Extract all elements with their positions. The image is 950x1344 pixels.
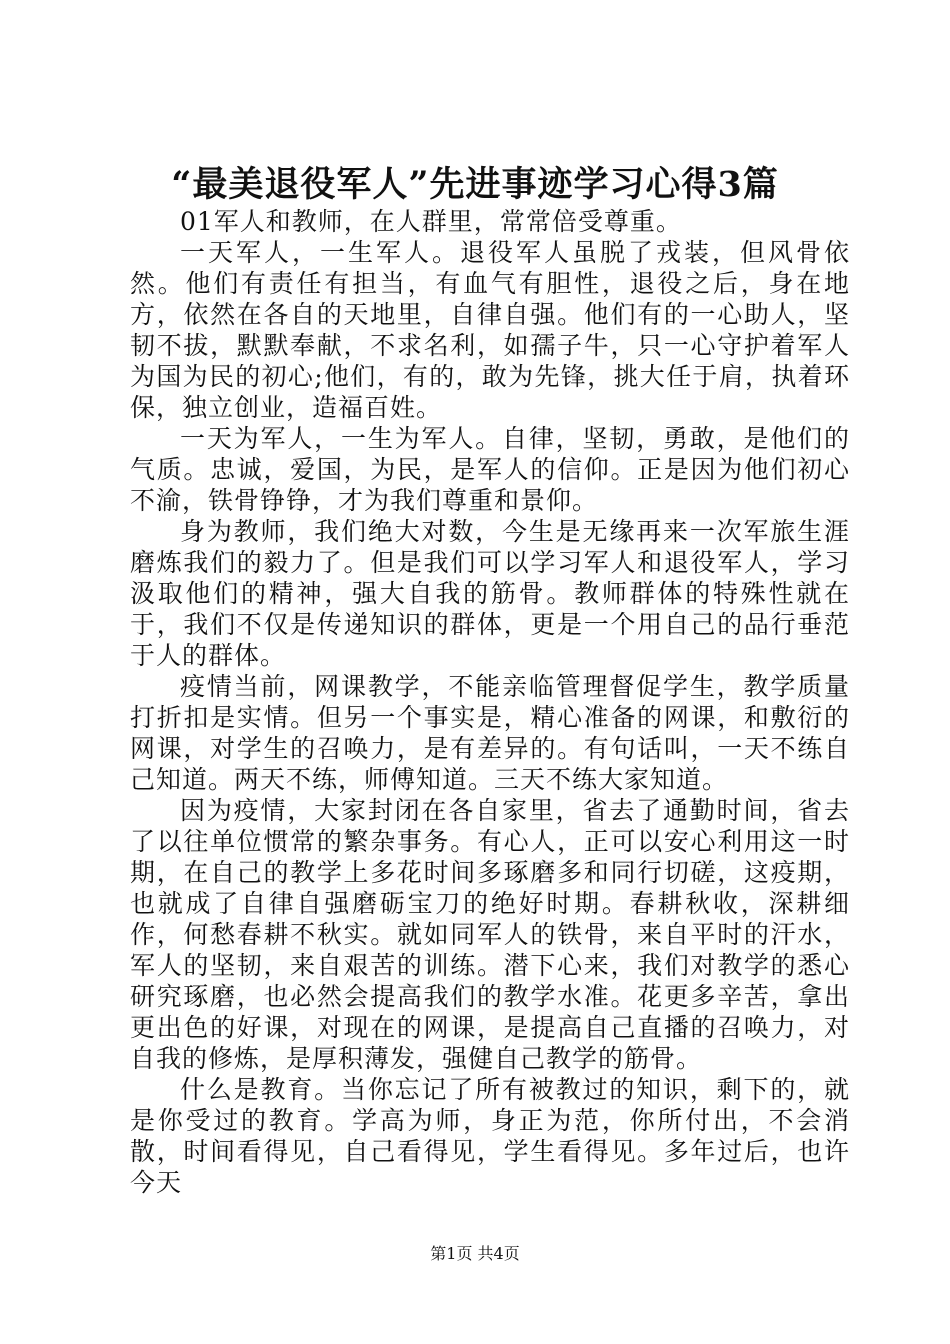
document-title: “最美退役军人”先进事迹学习心得3篇 bbox=[171, 164, 779, 205]
page-number-footer: 第1页 共4页 bbox=[430, 1244, 520, 1263]
paragraph-3: 一天为军人，一生为军人。自律，坚韧，勇敢，是他们的气质。忠诚，爱国，为民，是军人的信仰。正是因为他们初心不渝，铁骨铮铮，才为我们尊重和景仰。 bbox=[130, 424, 850, 515]
paragraph-5: 疫情当前，网课教学，不能亲临管理督促学生，教学质量打折扣是实情。但另一个事实是，精心准备的网课，和敷衍的网课，对学生的召唤力，是有差异的。有句话叫，一天不练自己知道。两天不练，师傅知道。三天不练大家知道。 bbox=[130, 672, 850, 794]
document-body bbox=[130, 206, 850, 1198]
paragraph-4: 身为教师，我们绝大对数，今生是无缘再来一次军旅生涯磨炼我们的毅力了。但是我们可以学习军人和退役军人，学习汲取他们的精神，强大自我的筋骨。教师群体的特殊性就在于，我们不仅是传递知识的群体，更是一个用自己的品行垂范于人的群体。 bbox=[130, 517, 850, 670]
paragraph-1: 01军人和教师，在人群里，常常倍受尊重。 bbox=[180, 207, 682, 236]
paragraph-2: 一天军人，一生军人。退役军人虽脱了戎装，但风骨依然。他们有责任有担当，有血气有胆性，退役之后，身在地方，依然在各自的天地里，自律自强。他们有的一心助人，坚韧不拔，默默奉献，不求名利，如孺子牛，只一心守护着军人为国为民的初心;他们，有的，敢为先锋，挑大任于肩，执着环保，独立创业，造福百姓。 bbox=[130, 238, 850, 422]
paragraph-7: 什么是教育。当你忘记了所有被教过的知识，剩下的，就是你受过的教育。学高为师，身正为范，你所付出，不会消散，时间看得见，自己看得见，学生看得见。多年过后，也许今天 bbox=[130, 1075, 850, 1197]
paragraph-6: 因为疫情，大家封闭在各自家里，省去了通勤时间，省去了以往单位惯常的繁杂事务。有心人，正可以安心利用这一时期，在自己的教学上多花时间多琢磨多和同行切磋，这疫期，也就成了自律自强磨砺宝刀的绝好时期。春耕秋收，深耕细作，何愁春耕不秋实。就如同军人的铁骨，来自平时的汗水，军人的坚韧，来自艰苦的训练。潜下心来，我们对教学的悉心研究琢磨，也必然会提高我们的教学水准。花更多辛苦，拿出更出色的好课，对现在的网课，是提高自己直播的召唤力，对自我的修炼，是厚积薄发，强健自己教学的筋骨。 bbox=[130, 796, 850, 1073]
